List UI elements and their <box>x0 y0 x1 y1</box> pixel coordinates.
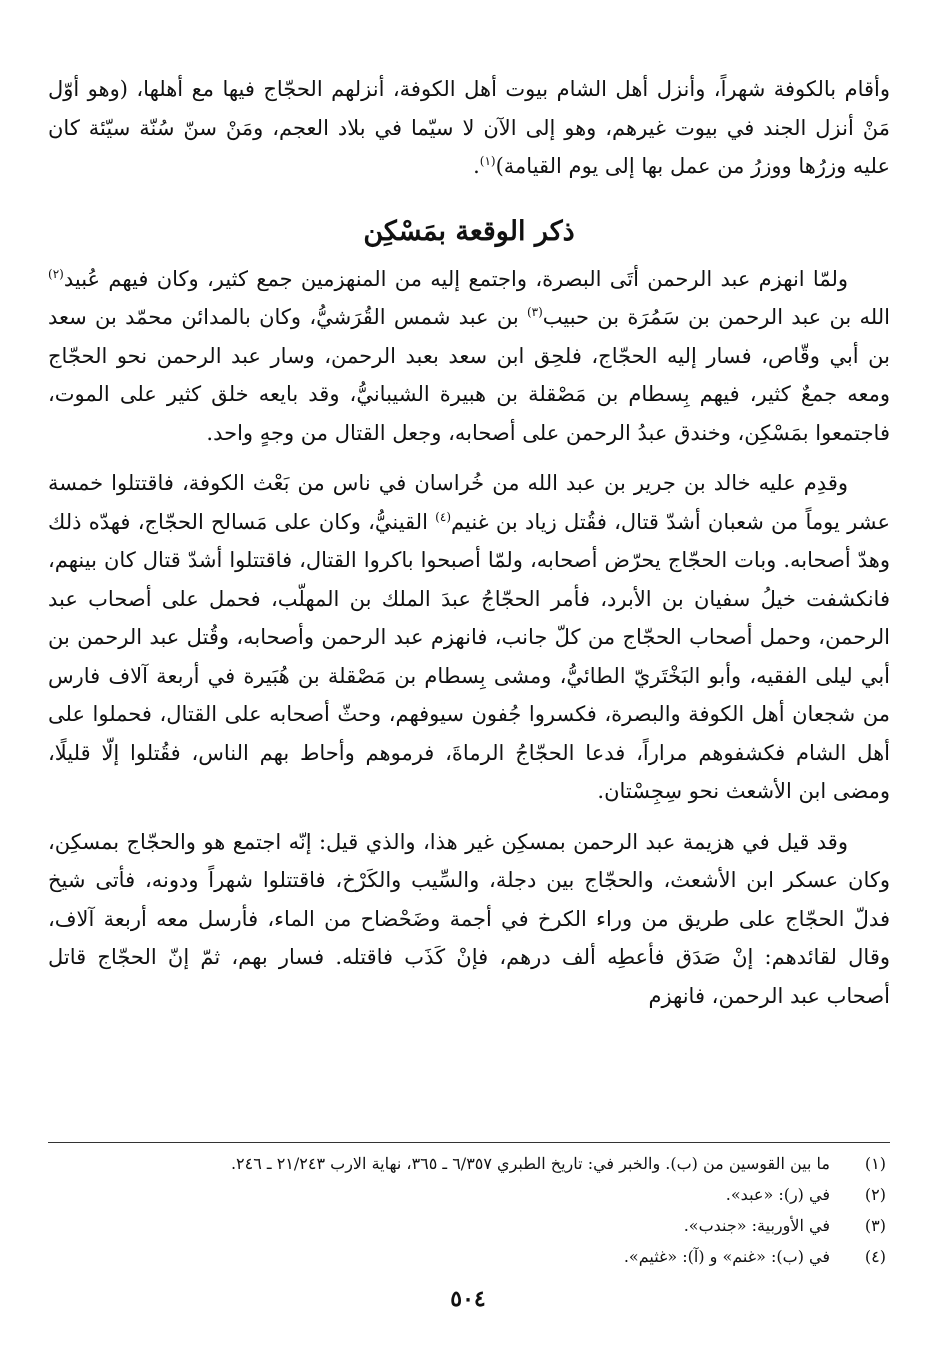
page-body <box>48 70 890 1015</box>
paragraph-3-part1: وقدِم عليه خالد بن جرير بن عبد الله من خُراسان في ناس من بَعْث الكوفة، فاقتتلوا خمسة عشر يوماً من شعبان أشدّ قتال، فقُتل زياد بن غنيم <box>48 471 890 534</box>
paragraph-1 <box>48 70 890 186</box>
footnote-divider <box>48 1142 890 1143</box>
footnote-number: (٤) <box>864 1247 886 1266</box>
footnote-number: (١) <box>864 1154 886 1173</box>
paragraph-1-tail: . <box>473 154 480 178</box>
section-heading: ذكر الوقعة بمَسْكِن <box>363 215 575 247</box>
footnote-text: ما بين القوسين من (ب). والخبر في: تاريخ الطبري ٦/٣٥٧ ـ ٣٦٥، نهاية الارب ٢١/٢٤٣ ـ ٢٤٦. <box>230 1154 830 1173</box>
footnote-ref-3: (٣) <box>526 305 543 319</box>
paragraph-4-text: وقد قيل في هزيمة عبد الرحمن بمسكِن غير هذا، والذي قيل: إنّه اجتمع هو والحجّاج بمسكِن، وكان عسكر ابن الأشعث، والحجّاج بين دجلة، والسِّيب والكَرْخ، فاقتتلوا شهراً ودونه، فأتى شيخ فدلّ الحجّاج على طريق من وراء الكرخ في أجمة وضَحْضاح من الماء، فأرسل معه أربعة آلاف، وقال لقائدهم: إنْ صَدَق فأعطِه ألف درهم، فإنْ كَذَب فاقتله. فسار بهم، ثمّ إنّ الحجّاج قاتل أصحاب عبد الرحمن، فانهزم <box>48 829 890 1008</box>
paragraph-2-part2: الله بن عبد الرحمن بن سَمُرَة بن حبيب <box>542 305 890 329</box>
footnote-4 <box>48 1241 890 1272</box>
footnote-text: في (ر): «عبد». <box>725 1185 830 1204</box>
page-number: ٥٠٤ <box>450 1286 486 1312</box>
footnote-3 <box>48 1210 890 1241</box>
paragraph-1-text: وأقام بالكوفة شهراً، وأنزل أهل الشام بيوت أهل الكوفة، أنزلهم الحجّاج فيها مع أهلها، (وهو أوّل مَنْ أنزل الجند في بيوت غيرهم، وهو إلى الآن لا سيّما في بلاد العجم، ومَنْ سنّ سُنّة سيّئة كان عليه وزرُها ووزرُ من عمل بها إلى يوم القيامة) <box>48 77 890 178</box>
footnote-1 <box>48 1148 890 1179</box>
paragraph-3-part2: القينيُّ، وكان على مَسالح الحجّاج، فهدّه ذلك وهدّ أصحابه. وبات الحجّاج يحرّض أصحابه، ولمّا أصبحوا باكروا القتال، فاقتتلوا أشدّ قتال كان بينهم، فانكشفت خيلُ سفيان بن الأبرد، فأمر الحجّاجُ عبدَ الملك بن المهلّب، فحمل على أصحاب عبد الرحمن، وحمل أصحاب الحجّاج من كلّ جانب، فانهزم عبد الرحمن وأصحابه، وقُتل عبد الرحمن بن أبي ليلى الفقيه، وأبو البَخْتَريّ الطائيُّ، ومشى بِسطام بن مَصْقلة بن هُبَيرة في أربعة آلاف فارس من شجعان أهل الكوفة والبصرة، فكسروا جُفون سيوفهم، وحثّ أصحابه على القتال، فحملوا على أهل الشام فكشفوهم مراراً، فدعا الحجّاجُ الرماةَ، فرموهم وأحاط بهم الناس، فقُتلوا إلّا قليلًا، ومضى ابن الأشعث نحو سِجِسْتان. <box>48 509 890 803</box>
footnote-ref-2: (٢) <box>48 266 64 281</box>
paragraph-2-part3: بن عبد شمس القُرَشيُّ، وكان بالمدائن محمّد بن سعد بن أبي وقّاص، فسار إليه الحجّاج، فلحِق ابن سعد بعبد الرحمن، وسار عبد الرحمن نحو الحجّاج ومعه جمعٌ كثير، فيهم بِسطام بن مَصْقلة بن هبيرة الشيبانيُّ، وقد بايعه خلق كثير على الموت، فاجتمعوا بمَسْكِن، وخندق عبدُ الرحمن على أصحابه، وجعل القتال من وجهٍ واحد. <box>48 305 890 445</box>
paragraph-3 <box>48 464 890 811</box>
footnote-number: (٣) <box>864 1216 886 1235</box>
paragraph-4 <box>48 823 890 1016</box>
paragraph-2 <box>48 260 890 453</box>
footnote-text: في (ب): «غنم» و (آ): «غثيم». <box>623 1247 830 1266</box>
footnote-number: (٢) <box>864 1185 886 1204</box>
paragraph-2-part1: ولمّا انهزم عبد الرحمن أتَى البصرة، واجتمع إليه من المنهزمين جمع كثير، وكان فيهم عُبيد <box>63 266 848 291</box>
footnote-ref-1: (١) <box>479 154 496 168</box>
footnote-ref-4: (٤) <box>435 509 451 524</box>
footnotes <box>48 1148 890 1272</box>
footnote-text: في الأوربية: «جندب». <box>683 1216 830 1235</box>
footnote-2 <box>48 1179 890 1210</box>
